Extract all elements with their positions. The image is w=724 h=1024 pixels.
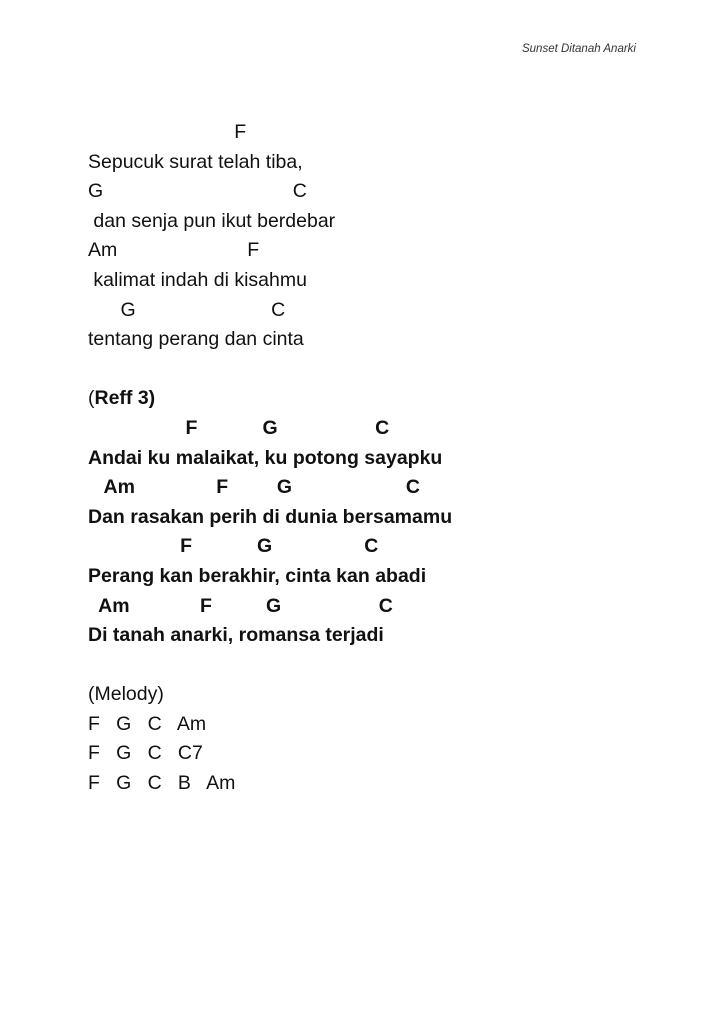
reff-chord-line-2: Am F G C <box>88 476 420 499</box>
reff-chord-line-4: Am F G C <box>88 594 393 617</box>
reff-lyric-line-1: Andai ku malaikat, ku potong sayapku <box>88 446 443 469</box>
verse-lyric-line-3: kalimat indah di kisahmu <box>88 268 307 291</box>
verse-chord-line-3: Am F <box>88 239 260 262</box>
reff-chord-line-1: F G C <box>88 416 390 439</box>
verse-section <box>88 118 688 355</box>
reff-lyric-line-3: Perang kan berakhir, cinta kan abadi <box>88 564 427 587</box>
melody-chord-line-2: F G C C7 <box>88 742 203 765</box>
melody-section <box>88 680 688 798</box>
reff-section <box>88 384 688 650</box>
melody-label: (Melody) <box>88 683 164 706</box>
reff-open-paren: ( <box>88 387 95 410</box>
chord-sheet <box>88 118 688 799</box>
verse-chord-line-2: G C <box>88 180 307 203</box>
verse-lyric-line-1: Sepucuk surat telah tiba, <box>88 150 303 173</box>
reff-label: Reff 3) <box>94 387 156 410</box>
verse-lyric-line-2: dan senja pun ikut berdebar <box>88 209 336 232</box>
section-spacer <box>88 355 688 385</box>
melody-chord-line-1: F G C Am <box>88 712 207 735</box>
reff-heading <box>88 384 688 414</box>
section-spacer <box>88 651 688 681</box>
verse-chord-line-4: G C <box>88 298 286 321</box>
reff-chord-line-3: F G C <box>88 535 379 558</box>
melody-chord-line-3: F G C B Am <box>88 772 236 795</box>
verse-chord-line-1: F <box>88 121 247 143</box>
document-header-title: Sunset Ditanah Anarki <box>521 43 636 55</box>
verse-lyric-line-4: tentang perang dan cinta <box>88 328 304 351</box>
reff-lyric-line-2: Dan rasakan perih di dunia bersamamu <box>88 505 453 528</box>
reff-lyric-line-4: Di tanah anarki, romansa terjadi <box>88 624 384 647</box>
